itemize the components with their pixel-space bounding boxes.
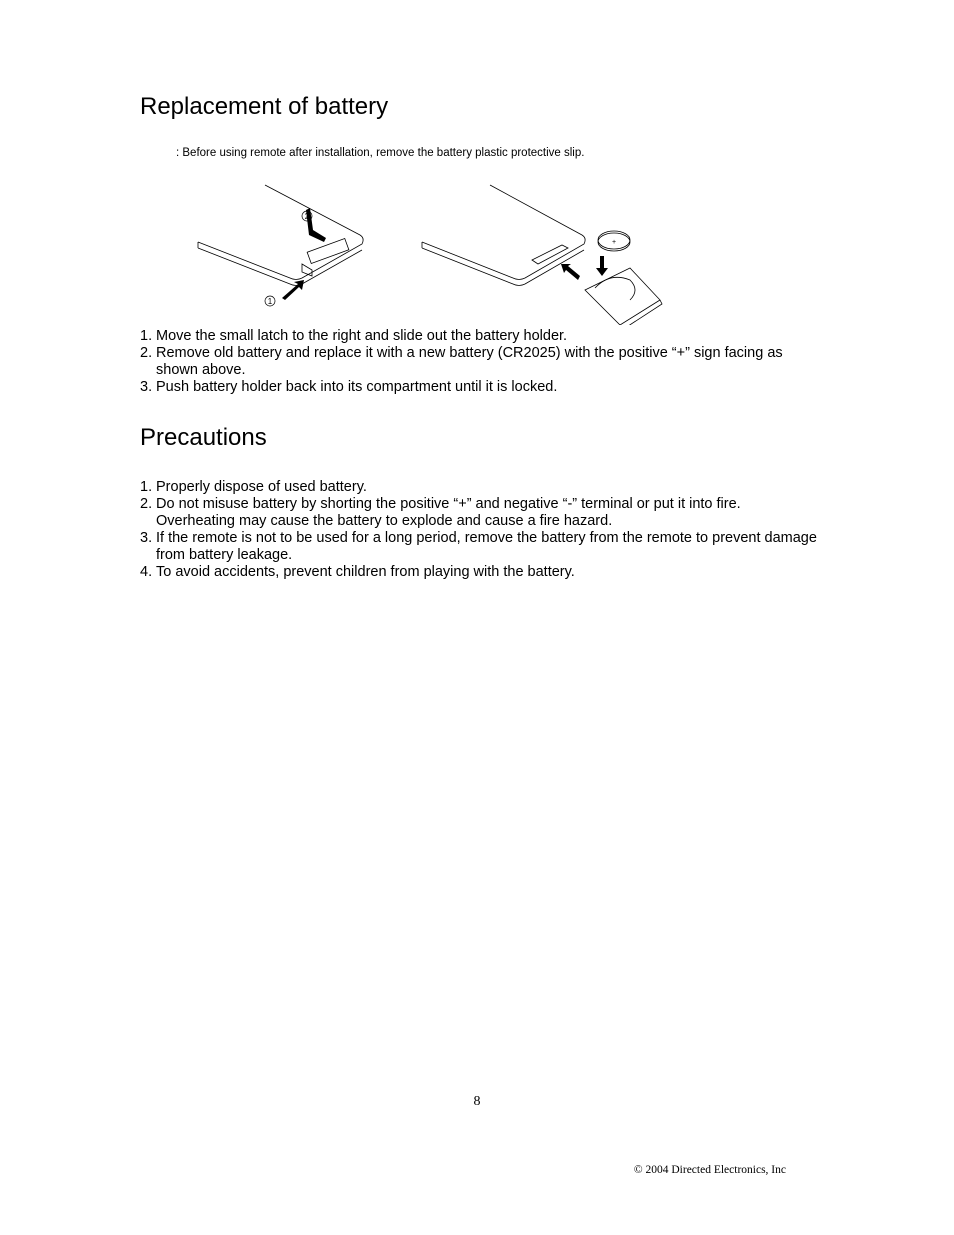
battery-replacement-steps <box>140 328 820 396</box>
list-item: 2. Remove old battery and replace it with a new battery (CR2025) with the positive “+” sign facing as shown above. <box>140 345 783 378</box>
list-item: 4. To avoid accidents, prevent children from playing with the battery. <box>140 564 575 580</box>
section-title-precautions: Precautions <box>140 424 267 451</box>
callout-2-label: 2 <box>304 212 310 221</box>
battery-down-arrow-icon <box>596 256 608 276</box>
battery-holder <box>585 268 662 325</box>
protective-slip-note: : Before using remote after installation, remove the battery plastic protective slip. <box>176 147 585 159</box>
list-item: 3. If the remote is not to be used for a long period, remove the battery from the remote to prevent damage from battery leakage. <box>140 530 817 563</box>
remote-holder-diagram <box>422 185 585 286</box>
holder-insert-arrow-icon <box>561 264 580 280</box>
callout-1-label: 1 <box>267 297 273 306</box>
battery-plus-sign: + <box>611 239 617 246</box>
precautions-list <box>140 479 820 581</box>
section-title-battery: Replacement of battery <box>140 93 389 120</box>
copyright-notice: © 2004 Directed Electronics, Inc <box>633 1164 786 1176</box>
list-item: 1. Properly dispose of used battery. <box>140 479 367 495</box>
battery-replacement-illustration <box>190 180 670 325</box>
remote-latch-diagram <box>198 185 363 286</box>
page-number: 8 <box>473 1094 481 1109</box>
arrow-up-right-icon <box>282 280 304 300</box>
list-item: 2. Do not misuse battery by shorting the positive “+” and negative “-” terminal or put it into fire. Overheating may cause the battery to explode and cause a fire hazard. <box>140 496 741 529</box>
list-item: 1. Move the small latch to the right and slide out the battery holder. <box>140 328 568 344</box>
list-item: 3. Push battery holder back into its compartment until it is locked. <box>140 379 558 395</box>
